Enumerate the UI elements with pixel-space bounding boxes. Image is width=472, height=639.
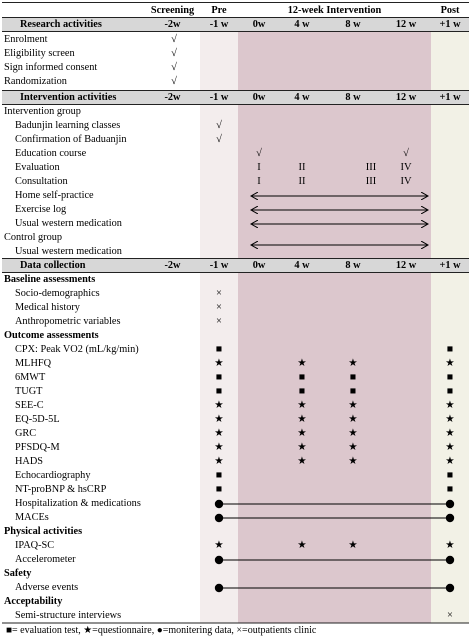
- tp-post-3: +1 w: [439, 260, 461, 271]
- square-tugt-post: ■: [446, 386, 454, 397]
- square-ntprobnp-post: ■: [446, 484, 454, 495]
- row-badunjin-classes: Badunjin learning classes: [15, 120, 121, 131]
- tp-8w-3: 8 w: [345, 260, 361, 271]
- tp-12w-2: 12 w: [395, 92, 417, 103]
- square-ntprobnp-pre: ■: [215, 484, 223, 495]
- star-seec-pre: ★: [214, 400, 224, 411]
- cross-semi-post: ×: [447, 610, 453, 621]
- row-accel: Accelerometer: [15, 554, 76, 565]
- tp-12w-3: 12 w: [395, 260, 417, 271]
- row-usual-med: Usual western medication: [15, 218, 122, 229]
- header-screening: Screening: [150, 5, 195, 16]
- row-hosp: Hospitalization & medications: [15, 498, 141, 509]
- row-seec: SEE-C: [15, 400, 44, 411]
- row-physical: Physical activities: [4, 526, 83, 537]
- dot-maces-start: [215, 514, 223, 522]
- row-grc: GRC: [15, 428, 37, 439]
- check-education-12w: √: [403, 148, 409, 159]
- star-seec-post: ★: [445, 400, 455, 411]
- star-mlhfq-4w: ★: [297, 358, 307, 369]
- consult-I: I: [257, 176, 261, 187]
- row-tugt: TUGT: [15, 386, 43, 397]
- row-eq5d: EQ-5D-5L: [15, 414, 60, 425]
- star-hads-post: ★: [445, 456, 455, 467]
- dot-hosp-end: [446, 500, 454, 508]
- row-outcome: Outcome assessments: [4, 330, 99, 341]
- star-eq5d-4w: ★: [297, 414, 307, 425]
- row-medical: Medical history: [15, 302, 80, 313]
- tp-pre-2: -1 w: [209, 92, 229, 103]
- tp-0w-1: 0w: [252, 19, 266, 30]
- consult-IV: IV: [400, 176, 412, 187]
- cross-socio: ×: [216, 288, 222, 299]
- square-6mwt-pre: ■: [215, 372, 223, 383]
- row-control-med: Usual western medication: [15, 246, 122, 257]
- star-hads-pre: ★: [214, 456, 224, 467]
- tp-4w-2: 4 w: [294, 92, 310, 103]
- eval-I: I: [257, 162, 261, 173]
- tp-post-2: +1 w: [439, 92, 461, 103]
- star-ipaq-pre: ★: [214, 540, 224, 551]
- consult-II: II: [298, 176, 306, 187]
- section-data-label: Data collection: [20, 260, 86, 271]
- star-mlhfq-post: ★: [445, 358, 455, 369]
- star-hads-8w: ★: [348, 456, 358, 467]
- star-pfsdq-post: ★: [445, 442, 455, 453]
- star-grc-8w: ★: [348, 428, 358, 439]
- row-evaluation: Evaluation: [15, 162, 60, 173]
- row-semi: Semi-structure interviews: [15, 610, 122, 621]
- square-tugt-4w: ■: [298, 386, 306, 397]
- tp-4w-1: 4 w: [294, 19, 310, 30]
- eval-IV: IV: [400, 162, 412, 173]
- check-badunjin: √: [216, 120, 222, 131]
- tp-12w-1: 12 w: [395, 19, 417, 30]
- star-pfsdq-pre: ★: [214, 442, 224, 453]
- row-mlhfq: MLHFQ: [15, 358, 52, 369]
- square-tugt-8w: ■: [349, 386, 357, 397]
- row-randomization: Randomization: [4, 76, 67, 87]
- square-6mwt-4w: ■: [298, 372, 306, 383]
- row-consultation: Consultation: [15, 176, 68, 187]
- check-enrolment: √: [171, 34, 177, 45]
- star-grc-pre: ★: [214, 428, 224, 439]
- square-6mwt-8w: ■: [349, 372, 357, 383]
- star-mlhfq-pre: ★: [214, 358, 224, 369]
- row-ipaq: IPAQ-SC: [15, 540, 55, 551]
- star-ipaq-post: ★: [445, 540, 455, 551]
- tp-8w-2: 8 w: [345, 92, 361, 103]
- square-echo-post: ■: [446, 470, 454, 481]
- tp-0w-3: 0w: [252, 260, 266, 271]
- row-control-group: Control group: [4, 232, 63, 243]
- dot-accel-end: [446, 556, 454, 564]
- row-baseline: Baseline assessments: [4, 274, 96, 285]
- square-echo-pre: ■: [215, 470, 223, 481]
- cross-anthro: ×: [216, 316, 222, 327]
- tp-screening-2: -2w: [164, 92, 181, 103]
- tp-post-1: +1 w: [439, 19, 461, 30]
- star-eq5d-8w: ★: [348, 414, 358, 425]
- row-cpx: CPX: Peak VO2 (mL/kg/min): [15, 344, 139, 355]
- tp-8w-1: 8 w: [345, 19, 361, 30]
- star-seec-8w: ★: [348, 400, 358, 411]
- row-ntprobnp: NT-proBNP & hsCRP: [15, 484, 107, 495]
- section-intervention-label: Intervention activities: [20, 92, 117, 103]
- star-pfsdq-4w: ★: [297, 442, 307, 453]
- row-socio: Socio-demographics: [15, 288, 100, 299]
- tp-pre-1: -1 w: [209, 19, 229, 30]
- dot-maces-end: [446, 514, 454, 522]
- row-acceptability: Acceptability: [4, 596, 63, 607]
- check-consent: √: [171, 62, 177, 73]
- star-ipaq-8w: ★: [348, 540, 358, 551]
- header-intervention: 12-week Intervention: [287, 5, 382, 16]
- tp-pre-3: -1 w: [209, 260, 229, 271]
- check-randomization: √: [171, 76, 177, 87]
- row-anthro: Anthropometric variables: [15, 316, 121, 327]
- row-confirmation: Confirmation of Baduanjin: [15, 134, 127, 145]
- header-post: Post: [440, 5, 460, 16]
- star-eq5d-pre: ★: [214, 414, 224, 425]
- row-adverse: Adverse events: [15, 582, 79, 593]
- square-cpx-pre: ■: [215, 344, 223, 355]
- square-6mwt-post: ■: [446, 372, 454, 383]
- dot-hosp-start: [215, 500, 223, 508]
- row-education: Education course: [15, 148, 87, 159]
- check-eligibility: √: [171, 48, 177, 59]
- row-safety: Safety: [4, 568, 32, 579]
- row-6mwt: 6MWT: [15, 372, 46, 383]
- row-enrolment: Enrolment: [4, 34, 48, 45]
- legend: ■= evaluation test, ★=questionnaire, ●=monitering data, ×=outpatients clinic: [6, 625, 317, 636]
- row-eligibility: Eligibility screen: [4, 48, 75, 59]
- row-exercise-log: Exercise log: [15, 204, 67, 215]
- row-pfsdq: PFSDQ-M: [15, 442, 60, 453]
- row-hads: HADS: [15, 456, 44, 467]
- star-grc-post: ★: [445, 428, 455, 439]
- check-education-0w: √: [256, 148, 262, 159]
- row-maces: MACEs: [15, 512, 49, 523]
- star-hads-4w: ★: [297, 456, 307, 467]
- star-grc-4w: ★: [297, 428, 307, 439]
- star-seec-4w: ★: [297, 400, 307, 411]
- tp-0w-2: 0w: [252, 92, 266, 103]
- tp-screening-1: -2w: [164, 19, 181, 30]
- eval-III: III: [365, 162, 377, 173]
- check-confirmation: √: [216, 134, 222, 145]
- dot-adverse-start: [215, 584, 223, 592]
- row-home-practice: Home self-practice: [15, 190, 94, 201]
- row-echo: Echocardiography: [15, 470, 91, 481]
- row-consent: Sign informed consent: [4, 62, 98, 73]
- dot-accel-start: [215, 556, 223, 564]
- dot-adverse-end: [446, 584, 454, 592]
- eval-II: II: [298, 162, 306, 173]
- star-eq5d-post: ★: [445, 414, 455, 425]
- cross-medical: ×: [216, 302, 222, 313]
- tp-screening-3: -2w: [164, 260, 181, 271]
- star-ipaq-4w: ★: [297, 540, 307, 551]
- tp-4w-3: 4 w: [294, 260, 310, 271]
- header-pre: Pre: [211, 5, 227, 16]
- consult-III: III: [365, 176, 377, 187]
- square-cpx-post: ■: [446, 344, 454, 355]
- section-research-label: Research activities: [20, 19, 102, 30]
- star-mlhfq-8w: ★: [348, 358, 358, 369]
- star-pfsdq-8w: ★: [348, 442, 358, 453]
- row-intervention-group: Intervention group: [4, 106, 81, 117]
- square-tugt-pre: ■: [215, 386, 223, 397]
